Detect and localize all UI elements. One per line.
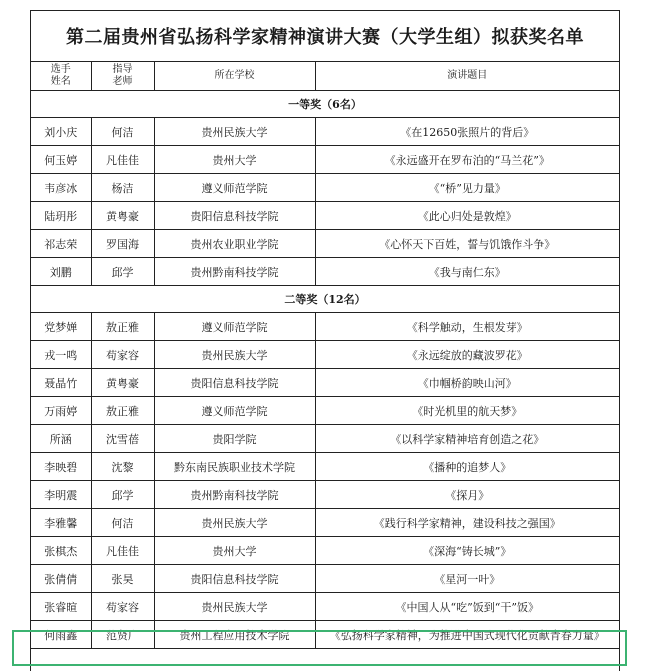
- cell-school: 贵阳信息科技学院: [154, 202, 315, 230]
- cell-topic: 《中国人从“吃”饭到“干”饭》: [315, 593, 619, 621]
- cell-school: 贵阳信息科技学院: [154, 565, 315, 593]
- cell-name: 聂晶竹: [31, 369, 91, 397]
- cell-advisor: 黄粤豪: [91, 369, 154, 397]
- cell-advisor: 罗国海: [91, 230, 154, 258]
- section-row: [31, 286, 619, 313]
- cell-name: 陆玥彤: [31, 202, 91, 230]
- cell-advisor: 凡佳佳: [91, 537, 154, 565]
- cell-school: 贵阳信息科技学院: [154, 369, 315, 397]
- document-title: 第二届贵州省弘扬科学家精神演讲大赛（大学生组）拟获奖名单: [31, 11, 619, 62]
- table-row: [31, 509, 619, 537]
- header-advisor: 指导 老师: [91, 62, 154, 91]
- cell-name: 何玉婷: [31, 146, 91, 174]
- cell-school: 贵州大学: [154, 146, 315, 174]
- table-row: [31, 453, 619, 481]
- cell-school: 贵州黔南科技学院: [154, 258, 315, 286]
- cell-advisor: 何洁: [91, 118, 154, 146]
- cell-name: 祁志荣: [31, 230, 91, 258]
- cell-advisor: 黄粤豪: [91, 202, 154, 230]
- table-row: [31, 425, 619, 453]
- table-row: [31, 397, 619, 425]
- cell-topic: 《在12650张照片的背后》: [315, 118, 619, 146]
- cell-advisor: 凡佳佳: [91, 146, 154, 174]
- header-topic: 演讲题目: [315, 62, 619, 91]
- cell-advisor: 敖正雅: [91, 397, 154, 425]
- cell-advisor: 范贤广: [91, 621, 154, 649]
- cell-school: 贵州民族大学: [154, 509, 315, 537]
- section-label: 二等奖（12名）: [31, 286, 619, 313]
- cell-school: 贵阳学院: [154, 425, 315, 453]
- award-table: [31, 62, 619, 649]
- table-row: [31, 202, 619, 230]
- table-row: [31, 481, 619, 509]
- cell-topic: 《以科学家精神培育创造之花》: [315, 425, 619, 453]
- cell-school: 贵州大学: [154, 537, 315, 565]
- cell-advisor: 何洁: [91, 509, 154, 537]
- cell-school: 遵义师范学院: [154, 313, 315, 341]
- cell-topic: 《此心归处是敦煌》: [315, 202, 619, 230]
- cell-topic: 《播种的追梦人》: [315, 453, 619, 481]
- cell-advisor: 沈黎: [91, 453, 154, 481]
- cell-advisor: 邱学: [91, 481, 154, 509]
- cell-school: 贵州工程应用技术学院: [154, 621, 315, 649]
- cell-topic: 《弘扬科学家精神，为推进中国式现代化贡献青春力量》: [315, 621, 619, 649]
- cell-advisor: 沈雪蓓: [91, 425, 154, 453]
- table-row: [31, 118, 619, 146]
- cell-topic: 《永远盛开在罗布泊的“马兰花”》: [315, 146, 619, 174]
- table-row: [31, 230, 619, 258]
- cell-topic: 《时光机里的航天梦》: [315, 397, 619, 425]
- cell-name: 张倩倩: [31, 565, 91, 593]
- section-row: [31, 91, 619, 118]
- cell-school: 贵州农业职业学院: [154, 230, 315, 258]
- cell-school: 遵义师范学院: [154, 174, 315, 202]
- cell-name: 韦彦冰: [31, 174, 91, 202]
- table-row: [31, 537, 619, 565]
- cell-name: 万雨婷: [31, 397, 91, 425]
- cell-name: 戎一鸣: [31, 341, 91, 369]
- table-row: [31, 146, 619, 174]
- table-row: [31, 593, 619, 621]
- cell-name: 李明震: [31, 481, 91, 509]
- cell-name: 李映碧: [31, 453, 91, 481]
- cell-school: 贵州民族大学: [154, 593, 315, 621]
- cell-topic: 《深海“铸长城”》: [315, 537, 619, 565]
- table-row: [31, 565, 619, 593]
- header-school: 所在学校: [154, 62, 315, 91]
- cell-advisor: 苟家容: [91, 341, 154, 369]
- header-name: 选手 姓名: [31, 62, 91, 91]
- cell-topic: 《科学触动，生根发芽》: [315, 313, 619, 341]
- cell-school: 贵州民族大学: [154, 118, 315, 146]
- cell-school: 黔东南民族职业技术学院: [154, 453, 315, 481]
- cell-topic: 《我与南仁东》: [315, 258, 619, 286]
- cell-topic: 《心怀天下百姓，誓与饥饿作斗争》: [315, 230, 619, 258]
- cell-advisor: 敖正雅: [91, 313, 154, 341]
- cell-topic: 《永远绽放的藏波罗花》: [315, 341, 619, 369]
- cell-name: 何雨鑫: [31, 621, 91, 649]
- table-header-row: [31, 62, 619, 91]
- cell-advisor: 杨洁: [91, 174, 154, 202]
- cell-topic: 《“桥”见力量》: [315, 174, 619, 202]
- cell-advisor: 张昊: [91, 565, 154, 593]
- cell-name: 张棋杰: [31, 537, 91, 565]
- table-row: [31, 621, 619, 649]
- cell-topic: 《践行科学家精神，建设科技之强国》: [315, 509, 619, 537]
- table-row: [31, 341, 619, 369]
- cell-topic: 《星河一叶》: [315, 565, 619, 593]
- cell-name: 刘小庆: [31, 118, 91, 146]
- cell-advisor: 苟家容: [91, 593, 154, 621]
- table-row: [31, 258, 619, 286]
- cell-name: 党梦婵: [31, 313, 91, 341]
- cell-name: 张睿暄: [31, 593, 91, 621]
- table-row: [31, 174, 619, 202]
- cell-advisor: 邱学: [91, 258, 154, 286]
- table-row: [31, 369, 619, 397]
- cell-topic: 《探月》: [315, 481, 619, 509]
- cell-name: 刘鹏: [31, 258, 91, 286]
- cell-name: 李雅馨: [31, 509, 91, 537]
- section-label: 一等奖（6名）: [31, 91, 619, 118]
- cell-school: 贵州黔南科技学院: [154, 481, 315, 509]
- cell-topic: 《巾帼桥韵映山河》: [315, 369, 619, 397]
- cell-school: 贵州民族大学: [154, 341, 315, 369]
- table-row: [31, 313, 619, 341]
- cell-name: 所涵: [31, 425, 91, 453]
- award-list-document: [30, 10, 620, 671]
- cell-school: 遵义师范学院: [154, 397, 315, 425]
